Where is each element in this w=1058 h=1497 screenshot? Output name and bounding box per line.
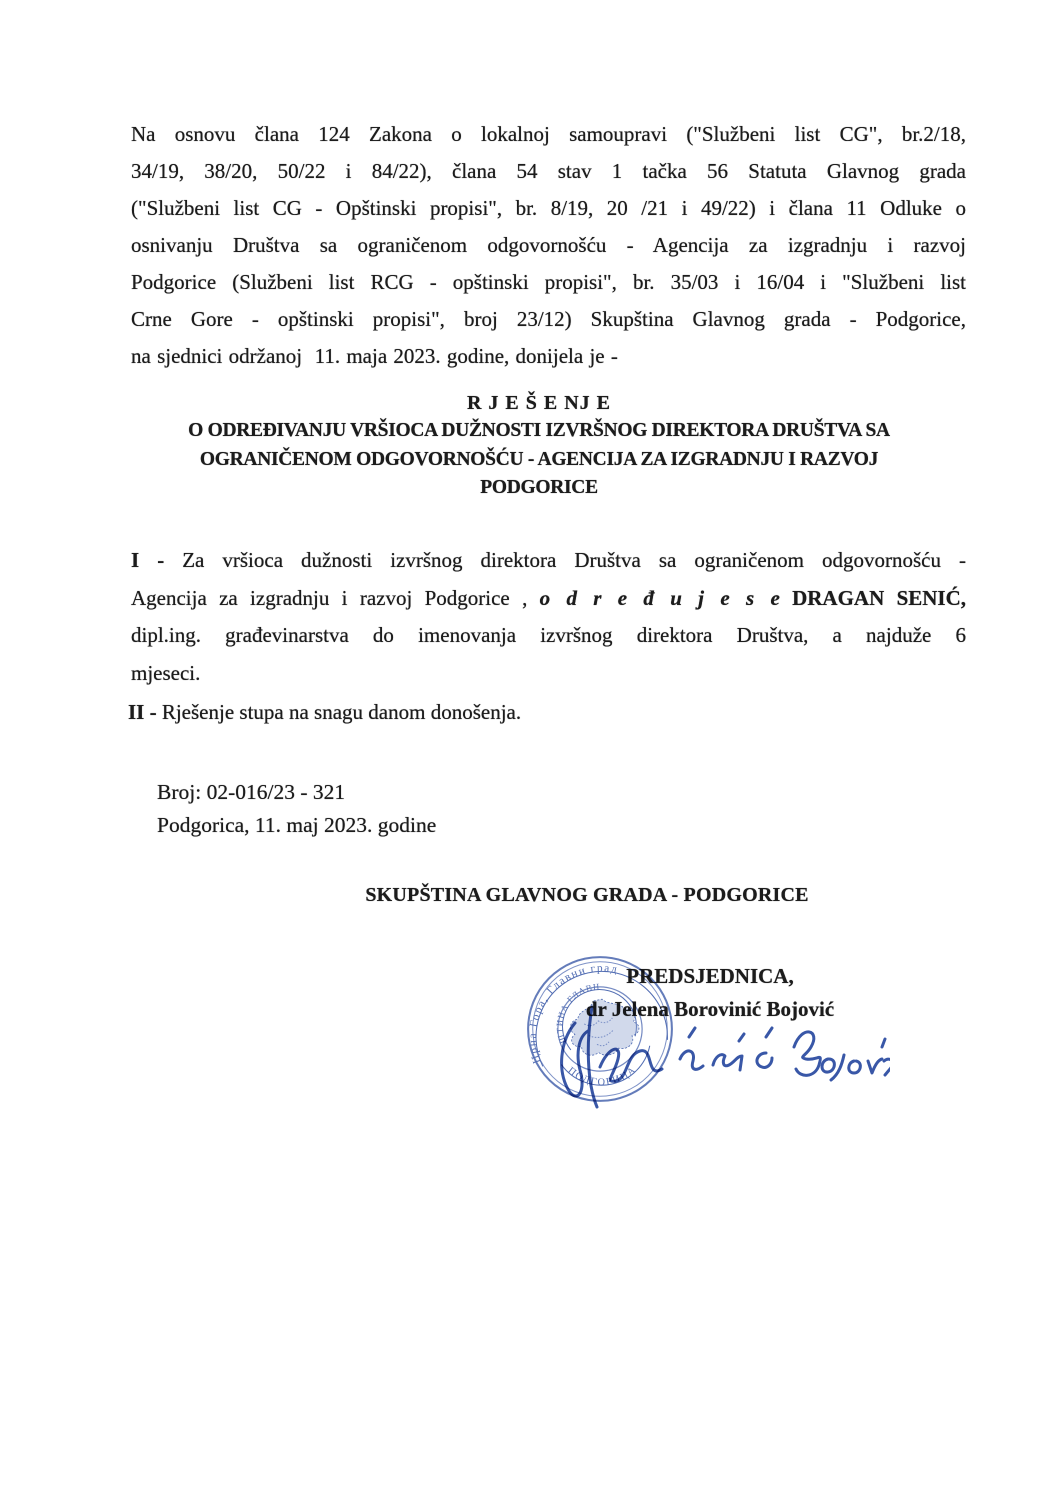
signature-stroke bbox=[713, 1055, 742, 1070]
item-1-line bbox=[131, 542, 966, 580]
intro-line: Crne Gore - opštinski propisi", broj 23/12) Skupština Glavnog grada - Podgorice, bbox=[131, 307, 966, 331]
signature-stroke bbox=[588, 1007, 597, 1107]
decision-item-2 bbox=[128, 697, 963, 727]
signature-stroke bbox=[822, 1059, 834, 1072]
signature-stroke bbox=[562, 1023, 588, 1096]
item-2-text: Rješenje stupa na snagu danom donošenja. bbox=[156, 700, 522, 724]
item-1-line: dipl.ing. građevinarstva do imenovanja izvršnog direktora Društva, a najduže 6 bbox=[131, 623, 966, 647]
intro-line: na sjednici održanoj 11. maja 2023. godine, donijela je - bbox=[131, 344, 618, 368]
signature-stroke bbox=[600, 1049, 662, 1081]
item-1-text: Agencija za izgradnju i razvoj Podgorice , bbox=[131, 585, 528, 610]
emphasis-text: o d r e đ u j e s e bbox=[539, 585, 780, 610]
signature-stroke bbox=[849, 1059, 882, 1073]
handwritten-signature bbox=[530, 995, 890, 1120]
title-line: O ODREĐIVANJU VRŠIOCA DUŽNOSTI IZVRŠNOG DIREKTORA DRUŠTVA SA bbox=[188, 420, 890, 441]
signature-stroke bbox=[794, 1032, 820, 1075]
title-word: R J E Š E NJ E bbox=[466, 392, 612, 414]
item-1-text: Za vršioca dužnosti izvršnog direktora Društva sa ograničenom odgovornošću - bbox=[182, 548, 966, 572]
signatory-title: PREDSJEDNICA, bbox=[626, 964, 794, 988]
stamp-inner-text: ШТИНА ГЛАВН bbox=[554, 981, 601, 1045]
intro-line: 34/19, 38/20, 50/22 i 84/22), člana 54 stav 1 tačka 56 Statuta Glavnog grada bbox=[131, 159, 966, 183]
issuer-name: SKUPŠTINA GLAVNOG GRADA - PODGORICE bbox=[365, 884, 809, 906]
signature-stroke bbox=[739, 1034, 744, 1041]
item-1-marker: I - bbox=[131, 548, 165, 572]
reference-number: Broj: 02-016/23 - 321 bbox=[157, 780, 346, 804]
stamp-bottom-text: ПОДГОРИЦА bbox=[565, 1064, 640, 1089]
signatory-name: dr Jelena Borovinić Bojović bbox=[585, 997, 835, 1021]
intro-line: ("Službeni list CG - Opštinski propisi", br. 8/19, 20 /21 i 49/22) i člana 11 Odluke o bbox=[131, 196, 966, 220]
decision-title bbox=[109, 390, 969, 503]
signature-stroke bbox=[884, 1059, 890, 1075]
place-date: Podgorica, 11. maj 2023. godine bbox=[157, 813, 437, 837]
signature-stroke bbox=[680, 1051, 703, 1069]
signature-stroke bbox=[689, 1028, 695, 1037]
decision-item-1 bbox=[131, 542, 966, 692]
reference-block bbox=[157, 776, 657, 842]
signature-stroke bbox=[882, 1039, 885, 1047]
signature-stroke bbox=[766, 1028, 772, 1037]
title-line: PODGORICE bbox=[480, 477, 598, 498]
intro-paragraph bbox=[131, 116, 966, 375]
stamp-outer-text: Црна Гора, Главни град bbox=[526, 962, 620, 1065]
signature-stroke bbox=[757, 1053, 772, 1067]
item-2-marker: II - bbox=[128, 700, 157, 724]
item-1-line bbox=[131, 580, 966, 618]
appointee-name: DRAGAN SENIĆ, bbox=[792, 585, 967, 610]
intro-line: osnivanju Društva sa ograničenom odgovornošću - Agencija za izgradnju i razvoj bbox=[131, 233, 966, 257]
item-1-line: mjeseci. bbox=[131, 660, 201, 685]
intro-line: Na osnovu člana 124 Zakona o lokalnoj samoupravi ("Službeni list CG", br.2/18, bbox=[131, 122, 966, 146]
intro-line: Podgorice (Službeni list RCG - opštinski propisi", br. 35/03 i 16/04 i "Službeni list bbox=[131, 270, 966, 294]
title-line: OGRANIČENOM ODGOVORNOŠĆU - AGENCIJA ZA IZGRADNJU I RAZVOJ bbox=[199, 448, 879, 470]
